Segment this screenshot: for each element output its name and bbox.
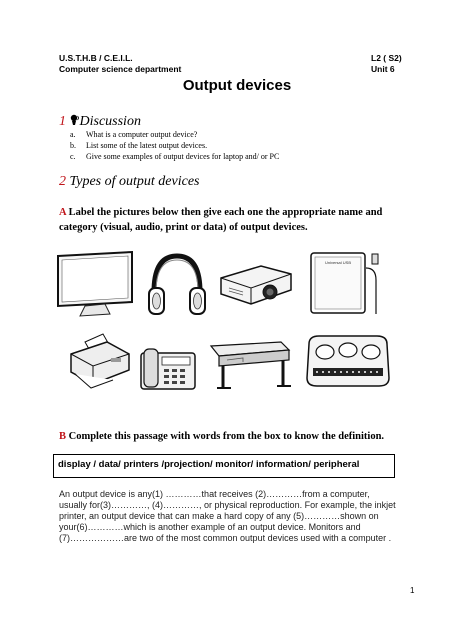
- passage-line: your(6)…………which is another example of an output device. Monitors and: [59, 522, 361, 532]
- unit-label: Unit 6: [371, 64, 395, 74]
- part-b-instructions: B Complete this passage with words from the box to know the definition.: [59, 431, 385, 442]
- discussion-questions: [70, 129, 279, 162]
- headphones-icon: [146, 252, 208, 318]
- institution-name: U.S.T.H.B / C.E.I.L.: [59, 53, 133, 63]
- question-item: a. What is a computer output device?: [70, 130, 198, 139]
- plotter-icon: [203, 336, 293, 392]
- level-label: L2 ( S2): [371, 53, 402, 63]
- part-a-instructions: A Label the pictures below then give each one the appropriate name and category (visual, audio, print or data) of output devices.: [59, 207, 383, 233]
- section-title: Discussion: [79, 114, 141, 129]
- passage-line: printer, an output device that can make a hard copy of any (5)…………shown on: [59, 511, 379, 521]
- question-item: b. List some of the latest output devices.: [70, 141, 208, 150]
- passage-line: usually for(3)…………, (4)…………, or physical reproduction. For example, the inkjet: [59, 500, 396, 510]
- section-number: 1: [59, 114, 66, 129]
- page-number: 1: [410, 586, 415, 595]
- printer-icon: [63, 330, 135, 392]
- passage-line: An output device is any(1) …………that receives (2)…………from a computer,: [59, 489, 370, 499]
- section-title: Types of output devices: [69, 174, 200, 189]
- word-box: display / data/ printers /projection/ monitor/ information/ peripheral: [53, 454, 395, 478]
- section-types-heading: [59, 174, 200, 190]
- section-number: 2: [59, 174, 66, 189]
- department-name: Computer science department: [59, 64, 182, 74]
- question-item: c. Give some examples of output devices for laptop and/ or PC: [70, 152, 280, 161]
- monitor-icon: [55, 250, 135, 318]
- part-letter: B: [59, 431, 67, 442]
- part-letter: A: [59, 207, 67, 218]
- tablet-label: Universal USB: [324, 260, 352, 265]
- fax-icon: [138, 345, 198, 393]
- braille-display-icon: [303, 330, 393, 392]
- passage-text: [59, 489, 419, 544]
- tablet-icon: [308, 250, 383, 318]
- projector-icon: [215, 258, 295, 308]
- page-title: Output devices: [182, 77, 292, 94]
- passage-line: (7)………………are two of the most common output devices used with a computer .: [59, 533, 392, 543]
